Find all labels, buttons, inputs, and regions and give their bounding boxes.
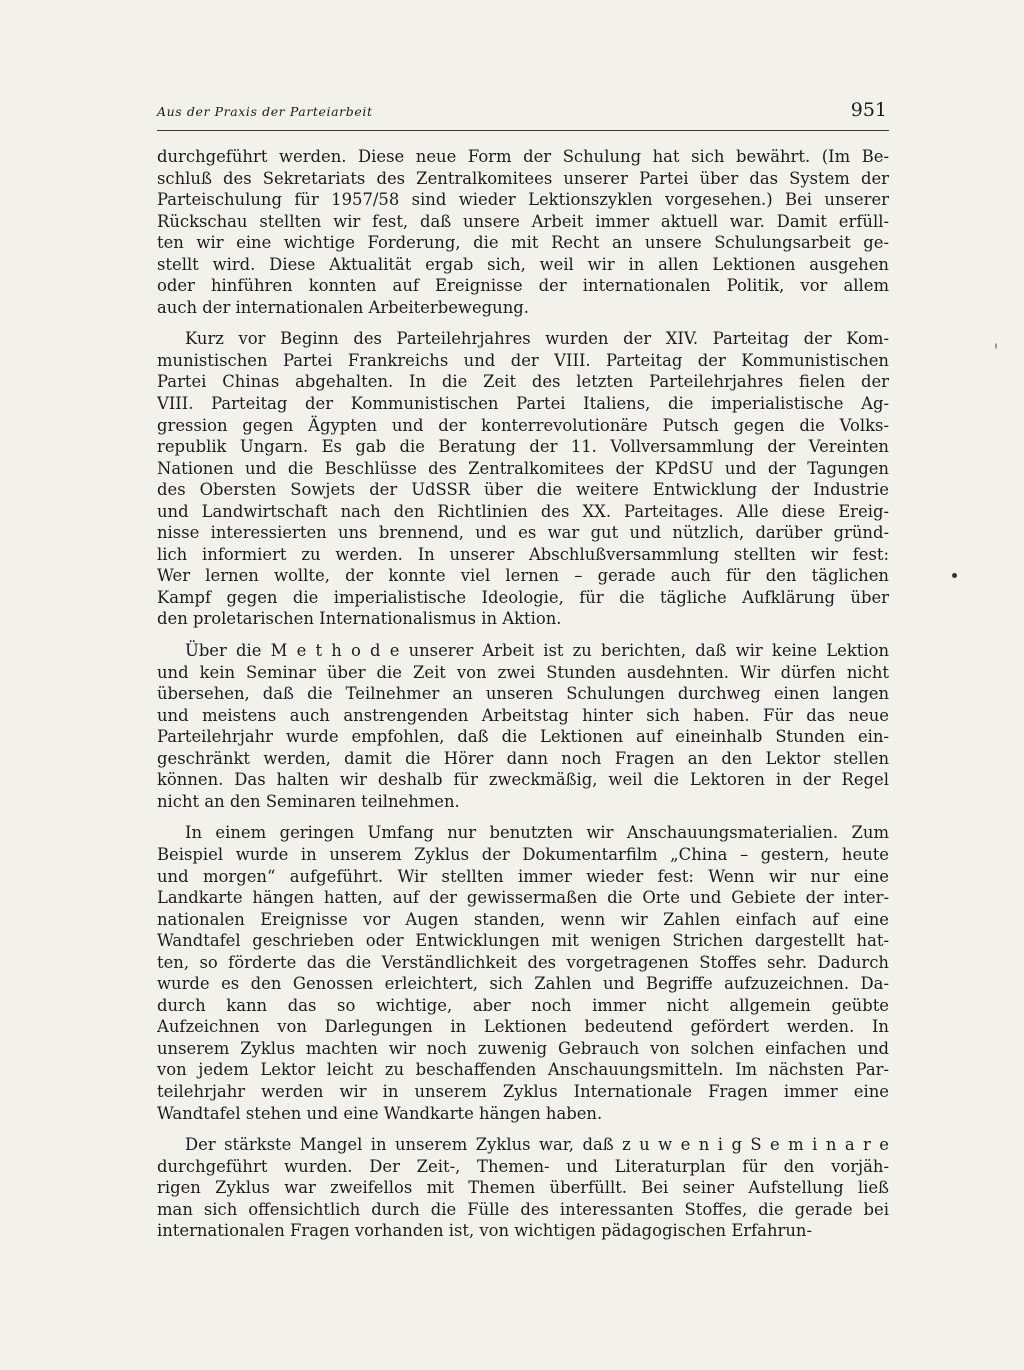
- paragraph: [157, 146, 889, 318]
- text-line: stellt wird. Diese Aktualität ergab sich, weil wir in allen Lektionen ausgehen: [157, 254, 889, 274]
- text-line: Landkarte hängen hatten, auf der gewissermaßen die Orte und Gebiete der inter-: [157, 888, 889, 908]
- text-line: Wandtafel stehen und eine Wandkarte hängen haben.: [157, 1103, 603, 1123]
- page-number: 951: [850, 99, 887, 121]
- text-line: können. Das halten wir deshalb für zweckmäßig, weil die Lektoren in der Regel: [157, 770, 889, 790]
- text-line: Kurz vor Beginn des Parteilehrjahres wurden der XIV. Parteitag der Kom-: [185, 329, 889, 349]
- text-line: Partei Chinas abgehalten. In die Zeit des letzten Parteilehrjahres fielen der: [157, 372, 889, 392]
- text-line: oder hinführen konnten auf Ereignisse der internationalen Politik, vor allem: [157, 276, 889, 296]
- text-line: teilehrjahr werden wir in unserem Zyklus Internationale Fragen immer eine: [157, 1081, 889, 1101]
- text-line: In einem geringen Umfang nur benutzten wir Anschauungsmaterialien. Zum: [185, 823, 889, 843]
- scan-speck: [952, 573, 957, 578]
- text-line: und meistens auch anstrengenden Arbeitstag hinter sich haben. Für das neue: [157, 705, 889, 725]
- text-line: ten, so förderte das die Verständlichkeit des vorgetragenen Stoffes sehr. Dadurch: [157, 952, 889, 972]
- body-text: [157, 146, 889, 1252]
- text-line: republik Ungarn. Es gab die Beratung der 11. Vollversammlung der Vereinten: [157, 437, 889, 457]
- text-line: Beispiel wurde in unserem Zyklus der Dokumentarfilm „China – gestern, heute: [157, 844, 889, 864]
- text-line: man sich offensichtlich durch die Fülle des interessanten Stoffes, die gerade bei: [157, 1199, 889, 1219]
- text-line: und kein Seminar über die Zeit von zwei Stunden ausdehnten. Wir dürfen nicht: [157, 662, 889, 682]
- text-line: und Landwirtschaft nach den Richtlinien des XX. Parteitages. Alle diese Ereig-: [157, 501, 889, 521]
- text-line: ten wir eine wichtige Forderung, die mit Recht an unsere Schulungsarbeit ge-: [157, 233, 889, 253]
- running-title: Aus der Praxis der Parteiarbeit: [157, 104, 373, 119]
- text-line: durch kann das so wichtige, aber noch immer nicht allgemein geübte: [157, 995, 889, 1015]
- text-line: auch der internationalen Arbeiterbewegung.: [157, 297, 529, 317]
- text-line: Parteischulung für 1957/58 sind wieder Lektionszyklen vorgesehen.) Bei unserer: [157, 190, 889, 210]
- text-line: Wandtafel geschrieben oder Entwicklungen mit wenigen Strichen dargestellt hat-: [157, 931, 889, 951]
- text-line: nicht an den Seminaren teilnehmen.: [157, 791, 460, 811]
- text-line: Rückschau stellten wir fest, daß unsere Arbeit immer aktuell war. Damit erfüll-: [157, 211, 889, 231]
- text-line: Nationen und die Beschlüsse des Zentralkomitees der KPdSU und der Tagungen: [157, 458, 889, 478]
- text-line: Über die M e t h o d e unserer Arbeit ist zu berichten, daß wir keine Lektion: [185, 641, 889, 661]
- text-line: Aufzeichnen von Darlegungen in Lektionen bedeutend gefördert werden. In: [157, 1017, 889, 1037]
- paragraph: [157, 1134, 889, 1242]
- text-line: VIII. Parteitag der Kommunistischen Partei Italiens, die imperialistische Ag-: [157, 394, 889, 414]
- text-line: des Obersten Sowjets der UdSSR über die weitere Entwicklung der Industrie: [157, 480, 889, 500]
- text-line: geschränkt werden, damit die Hörer dann noch Fragen an den Lektor stellen: [157, 748, 889, 768]
- paragraph: [157, 822, 889, 1124]
- text-line: internationalen Fragen vorhanden ist, von wichtigen pädagogischen Erfahrun-: [157, 1221, 812, 1241]
- text-line: Der stärkste Mangel in unserem Zyklus war, daß z u w e n i g S e m i n a r e: [185, 1135, 889, 1155]
- text-line: wurde es den Genossen erleichtert, sich Zahlen und Begriffe aufzuzeichnen. Da-: [157, 974, 889, 994]
- text-line: lich informiert zu werden. In unserer Abschlußversammlung stellten wir fest:: [157, 544, 889, 564]
- text-line: und morgen“ aufgeführt. Wir stellten immer wieder fest: Wenn wir nur eine: [157, 866, 889, 886]
- paragraph: [157, 328, 889, 630]
- text-line: rigen Zyklus war zweifellos mit Themen überfüllt. Bei seiner Aufstellung ließ: [157, 1178, 889, 1198]
- text-line: den proletarischen Internationalismus in Aktion.: [157, 609, 562, 629]
- scan-speck: [995, 343, 997, 349]
- text-line: übersehen, daß die Teilnehmer an unseren Schulungen durchweg einen langen: [157, 684, 889, 704]
- text-line: durchgeführt wurden. Der Zeit-, Themen- und Literaturplan für den vorjäh-: [157, 1156, 889, 1176]
- text-line: nisse interessierten uns brennend, und es war gut und nützlich, darüber gründ-: [157, 523, 889, 543]
- text-line: unserem Zyklus machten wir noch zuwenig Gebrauch von solchen einfachen und: [157, 1038, 889, 1058]
- text-line: Kampf gegen die imperialistische Ideologie, für die tägliche Aufklärung über: [157, 587, 889, 607]
- text-line: Parteilehrjahr wurde empfohlen, daß die Lektionen auf eineinhalb Stunden ein-: [157, 727, 889, 747]
- running-header: [157, 98, 889, 131]
- text-line: Wer lernen wollte, der konnte viel lernen – gerade auch für den täglichen: [157, 566, 889, 586]
- text-line: gression gegen Ägypten und der konterrevolutionäre Putsch gegen die Volks-: [157, 415, 889, 435]
- text-line: von jedem Lektor leicht zu beschaffenden Anschauungsmitteln. Im nächsten Par-: [157, 1060, 889, 1080]
- text-line: munistischen Partei Frankreichs und der VIII. Parteitag der Kommunistischen: [157, 350, 889, 370]
- text-line: schluß des Sekretariats des Zentralkomitees unserer Partei über das System der: [157, 168, 889, 188]
- paragraph: [157, 640, 889, 812]
- text-line: nationalen Ereignisse vor Augen standen, wenn wir Zahlen einfach auf eine: [157, 909, 889, 929]
- text-line: durchgeführt werden. Diese neue Form der Schulung hat sich bewährt. (Im Be-: [157, 147, 889, 166]
